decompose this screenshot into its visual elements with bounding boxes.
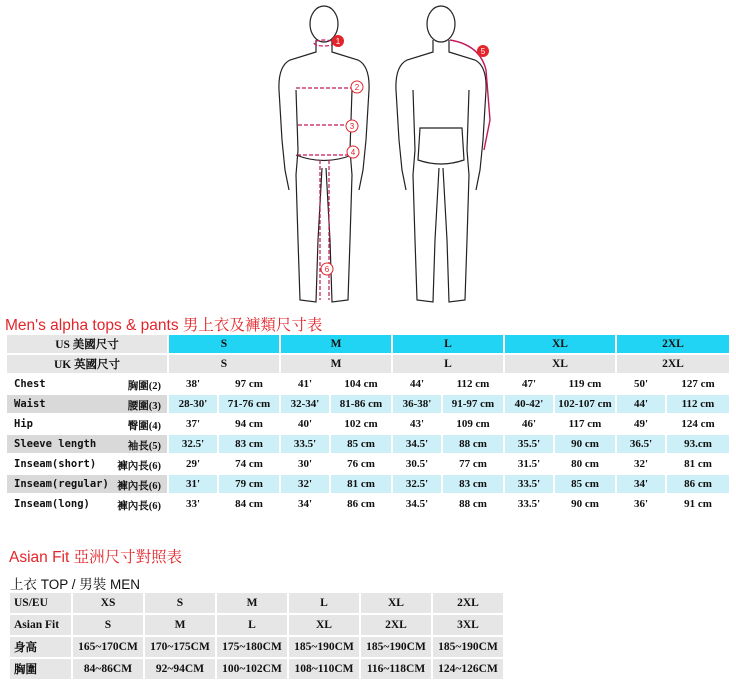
value-cm: 124 cm xyxy=(681,418,715,430)
value-inches: 34' xyxy=(617,475,665,493)
asian-fit-cell: 185~190CM xyxy=(433,637,503,657)
asian-fit-cell: L xyxy=(217,615,287,635)
asian-fit-title: Asian Fit 亞洲尺寸對照表 xyxy=(9,549,183,566)
asian-fit-cell: L xyxy=(289,593,359,613)
asian-fit-cell: 2XL xyxy=(433,593,503,613)
value-cm: 76 cm xyxy=(347,458,375,470)
value-inches: 36' xyxy=(633,498,649,510)
value-inches: 43' xyxy=(409,418,425,430)
asian-fit-subtitle: 上衣 TOP / 男裝 MEN xyxy=(10,577,141,592)
measurement-label-zh: 袖長(5) xyxy=(127,441,161,452)
measurement-label xyxy=(7,415,167,433)
back-figure xyxy=(396,6,486,302)
measurement-label xyxy=(7,395,167,413)
value-inches: 41' xyxy=(297,378,313,390)
value-inches: 32' xyxy=(633,458,649,470)
value-inches: 31' xyxy=(169,475,217,493)
main-size-table xyxy=(5,333,731,515)
value-inches: 33.5' xyxy=(505,475,553,493)
asian-fit-cell: S xyxy=(145,593,215,613)
measurement-label xyxy=(7,455,167,473)
measurement-row xyxy=(7,415,729,433)
marker-6 xyxy=(321,263,333,275)
uk-size-l: L xyxy=(393,355,503,373)
asian-fit-cell: 84~86CM xyxy=(73,659,143,679)
measurement-row xyxy=(7,455,729,473)
measurement-label-zh: 褲內長(6) xyxy=(117,481,161,492)
asian-fit-cell: XL xyxy=(289,615,359,635)
value-cm: 109 cm xyxy=(456,418,490,430)
value-cm: 80 cm xyxy=(571,458,599,470)
asian-fit-row xyxy=(10,659,503,679)
measurement-row xyxy=(7,395,729,413)
measurement-row xyxy=(7,475,729,493)
value-cm: 117 cm xyxy=(568,418,602,430)
us-size-row xyxy=(7,335,729,353)
value-inches: 47' xyxy=(521,378,537,390)
asian-fit-row xyxy=(10,637,503,657)
value-cm: 86 cm xyxy=(347,498,375,510)
measurement-label xyxy=(7,495,167,513)
value-inches: 31.5' xyxy=(517,458,541,470)
marker-6-label: 6 xyxy=(324,265,330,274)
value-inches: 34' xyxy=(297,498,313,510)
value-inches: 40' xyxy=(297,418,313,430)
value-cm: 104 cm xyxy=(344,378,378,390)
measurement-row xyxy=(7,435,729,453)
value-inches: 33.5' xyxy=(281,435,329,453)
value-cm: 83 cm xyxy=(219,435,279,453)
marker-5-label: 5 xyxy=(480,47,486,56)
value-cm: 85 cm xyxy=(555,475,615,493)
value-inches: 46' xyxy=(521,418,537,430)
value-inches: 40-42' xyxy=(505,395,553,413)
asian-fit-cell: 170~175CM xyxy=(145,637,215,657)
value-cm: 77 cm xyxy=(459,458,487,470)
value-inches: 44' xyxy=(409,378,425,390)
measurement-label-en: Hip xyxy=(14,418,33,430)
us-size-m: M xyxy=(281,335,391,353)
asian-fit-cell: M xyxy=(145,615,215,635)
measurement-label-zh: 腰圍(3) xyxy=(127,401,161,412)
uk-size-2xl: 2XL xyxy=(617,355,729,373)
asian-fit-cell: XS xyxy=(73,593,143,613)
value-cm: 97 cm xyxy=(235,378,263,390)
value-inches: 29' xyxy=(185,458,201,470)
asian-fit-cell: 3XL xyxy=(433,615,503,635)
measurement-label-en: Inseam(regular) xyxy=(14,478,109,490)
uk-size-xl: XL xyxy=(505,355,615,373)
measurement-label xyxy=(7,475,167,493)
asian-fit-row xyxy=(10,615,503,635)
value-inches: 36-38' xyxy=(393,395,441,413)
value-cm: 86 cm xyxy=(667,475,729,493)
value-inches: 44' xyxy=(617,395,665,413)
measurement-label-zh: 褲內長(6) xyxy=(117,461,161,472)
marker-2 xyxy=(351,81,363,93)
value-inches: 49' xyxy=(633,418,649,430)
us-size-s: S xyxy=(169,335,279,353)
asian-fit-row-label: US/EU xyxy=(10,593,71,613)
marker-3-label: 3 xyxy=(349,122,355,131)
marker-1 xyxy=(332,35,344,47)
value-cm: 91-97 cm xyxy=(443,395,503,413)
value-inches: 35.5' xyxy=(505,435,553,453)
value-inches: 50' xyxy=(633,378,649,390)
value-inches: 30' xyxy=(297,458,313,470)
measurement-row xyxy=(7,495,729,513)
asian-fit-cell: 185~190CM xyxy=(289,637,359,657)
measurement-rows xyxy=(7,375,729,513)
body-measurement-figure xyxy=(0,0,736,310)
asian-fit-row-label: 身高 xyxy=(10,637,71,657)
measurement-label-en: Inseam(long) xyxy=(14,498,90,510)
value-cm: 90 cm xyxy=(555,435,615,453)
value-cm: 85 cm xyxy=(331,435,391,453)
value-inches: 34.5' xyxy=(405,498,429,510)
us-size-xl: XL xyxy=(505,335,615,353)
uk-size-label: UK 英國尺寸 xyxy=(7,355,167,373)
value-cm: 90 cm xyxy=(571,498,599,510)
value-cm: 112 cm xyxy=(667,395,729,413)
measurement-label-en: Sleeve length xyxy=(14,438,97,450)
value-cm: 88 cm xyxy=(443,435,503,453)
value-inches: 36.5' xyxy=(617,435,665,453)
value-cm: 94 cm xyxy=(235,418,263,430)
value-cm: 84 cm xyxy=(235,498,263,510)
asian-fit-cell: 124~126CM xyxy=(433,659,503,679)
marker-3 xyxy=(346,120,358,132)
value-inches: 32.5' xyxy=(169,435,217,453)
measurement-label-en: Chest xyxy=(14,378,46,390)
value-cm: 112 cm xyxy=(456,378,490,390)
measurement-row xyxy=(7,375,729,393)
value-cm: 81 cm xyxy=(331,475,391,493)
us-size-l: L xyxy=(393,335,503,353)
measurement-label-zh: 臀圍(4) xyxy=(127,421,161,432)
value-cm: 74 cm xyxy=(235,458,263,470)
value-inches: 34.5' xyxy=(393,435,441,453)
asian-fit-row xyxy=(10,593,503,613)
value-cm: 71-76 cm xyxy=(219,395,279,413)
value-inches: 32.5' xyxy=(393,475,441,493)
value-cm: 127 cm xyxy=(681,378,715,390)
measure-lines xyxy=(296,40,352,300)
value-cm: 79 cm xyxy=(219,475,279,493)
marker-1-label: 1 xyxy=(335,37,341,46)
value-cm: 119 cm xyxy=(568,378,602,390)
uk-size-s: S xyxy=(169,355,279,373)
marker-2-label: 2 xyxy=(354,83,360,92)
asian-fit-row-label: 胸圍 xyxy=(10,659,71,679)
value-inches: 37' xyxy=(185,418,201,430)
measurement-label xyxy=(7,435,167,453)
value-cm: 83 cm xyxy=(443,475,503,493)
value-inches: 33' xyxy=(185,498,201,510)
value-cm: 93.cm xyxy=(667,435,729,453)
asian-fit-cell: 165~170CM xyxy=(73,637,143,657)
value-inches: 33.5' xyxy=(517,498,541,510)
value-cm: 102 cm xyxy=(344,418,378,430)
asian-fit-table xyxy=(8,591,505,681)
value-inches: 32' xyxy=(281,475,329,493)
measurement-label-zh: 胸圍(2) xyxy=(127,381,161,392)
uk-size-m: M xyxy=(281,355,391,373)
marker-4 xyxy=(347,146,359,158)
value-cm: 81 cm xyxy=(684,458,712,470)
asian-fit-cell: M xyxy=(217,593,287,613)
asian-fit-cell: 92~94CM xyxy=(145,659,215,679)
asian-fit-cell: 116~118CM xyxy=(361,659,431,679)
asian-fit-cell: 2XL xyxy=(361,615,431,635)
asian-fit-cell: 185~190CM xyxy=(361,637,431,657)
asian-fit-cell: XL xyxy=(361,593,431,613)
value-inches: 30.5' xyxy=(405,458,429,470)
measurement-label-en: Inseam(short) xyxy=(14,458,97,470)
uk-size-row xyxy=(7,355,729,373)
value-cm: 88 cm xyxy=(459,498,487,510)
value-inches: 32-34' xyxy=(281,395,329,413)
value-cm: 102-107 cm xyxy=(555,395,615,413)
value-inches: 28-30' xyxy=(169,395,217,413)
measurement-label-zh: 褲內長(6) xyxy=(117,501,161,512)
marker-4-label: 4 xyxy=(350,148,356,157)
measurement-label-en: Waist xyxy=(14,398,46,410)
us-size-2xl: 2XL xyxy=(617,335,729,353)
value-cm: 81-86 cm xyxy=(331,395,391,413)
main-size-chart-title: Men's alpha tops & pants 男上衣及褲類尺寸表 xyxy=(5,317,323,334)
asian-fit-cell: 175~180CM xyxy=(217,637,287,657)
asian-fit-cell: S xyxy=(73,615,143,635)
asian-fit-row-label: Asian Fit xyxy=(10,615,71,635)
us-size-label: US 美國尺寸 xyxy=(7,335,167,353)
asian-fit-cell: 100~102CM xyxy=(217,659,287,679)
value-cm: 91 cm xyxy=(684,498,712,510)
asian-fit-cell: 108~110CM xyxy=(289,659,359,679)
marker-5 xyxy=(477,45,489,57)
measurement-label xyxy=(7,375,167,393)
value-inches: 38' xyxy=(185,378,201,390)
